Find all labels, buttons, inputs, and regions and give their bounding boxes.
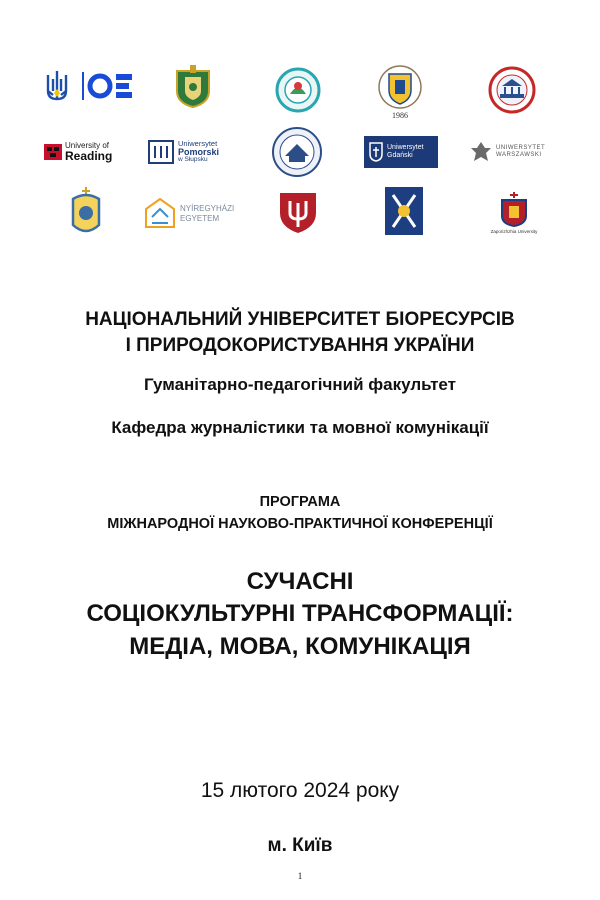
nyiregyhazi-line2: EGYETEM: [180, 214, 220, 223]
reading-line2: Reading: [65, 149, 113, 163]
warszawski-line1: UNIWERSYTET: [496, 144, 546, 151]
university-seal-red-building-logo: [486, 66, 538, 114]
zaporizhzhia-university-emblem-logo: [486, 186, 542, 238]
university-name-line2: І ПРИРОДОКОРИСТУВАННЯ УКРАЇНИ: [125, 335, 475, 356]
university-seal-teal-logo: [274, 66, 322, 114]
seal-year-text: 1986: [392, 111, 408, 120]
conference-title-line1: СУЧАСНІ: [246, 568, 354, 595]
uniwersytet-pomorski-logo: [148, 136, 232, 168]
ukraine-trident-emblem-logo: [42, 68, 72, 104]
university-crest-green-logo: [170, 62, 216, 110]
department-name: Кафедра журналістики та мовної комунікації: [111, 418, 489, 437]
reading-line1: University of: [65, 141, 110, 150]
gdanski-line1: Uniwersytet: [387, 144, 424, 152]
program-label: ПРОГРАМА: [259, 494, 341, 510]
conference-title-line2: СОЦІОКУЛЬТУРНІ ТРАНСФОРМАЦІЇ:: [86, 600, 514, 627]
conference-date: 15 лютого 2024 року: [200, 779, 400, 802]
shield-blue-emblem-logo: [382, 184, 426, 238]
oe-logo: [80, 68, 140, 104]
icon-seal-gold-logo: [68, 184, 104, 240]
pomorski-line3: w Słupsku: [178, 156, 208, 164]
faculty-name: Гуманітарно-педагогічний факультет: [144, 375, 456, 394]
warszawski-line2: WARSZAWSKI: [496, 152, 542, 158]
conference-city: м. Київ: [267, 835, 333, 856]
uniwersytet-warszawski-logo: [470, 136, 550, 168]
program-subtitle: МІЖНАРОДНОЇ НАУКОВО-ПРАКТИЧНОЇ КОНФЕРЕНЦІЇ: [107, 516, 493, 532]
city-coat-of-arms-1986-logo: [376, 64, 424, 120]
zaporizhzhia-caption: Zaporizhzhia University: [490, 229, 538, 234]
page-number: 1: [297, 871, 303, 881]
university-of-reading-logo: [44, 140, 130, 164]
shield-red-monogram-logo: [276, 188, 320, 236]
nyiregyhazi-egyetem-logo: [144, 194, 238, 234]
nyiregyhazi-line1: NYÍREGYHÁZI: [180, 204, 235, 214]
university-seal-blue-logo: [270, 126, 324, 178]
pomorski-line2: Pomorski: [178, 146, 220, 157]
gdanski-line2: Gdański: [387, 152, 413, 159]
pomorski-line1: Uniwersytet: [178, 138, 218, 148]
conference-title-line3: МЕДІА, МОВА, КОМУНІКАЦІЯ: [129, 633, 471, 660]
uniwersytet-gdanski-logo: [364, 136, 438, 168]
university-name-line1: НАЦІОНАЛЬНИЙ УНІВЕРСИТЕТ БІОРЕСУРСІВ: [85, 309, 515, 330]
